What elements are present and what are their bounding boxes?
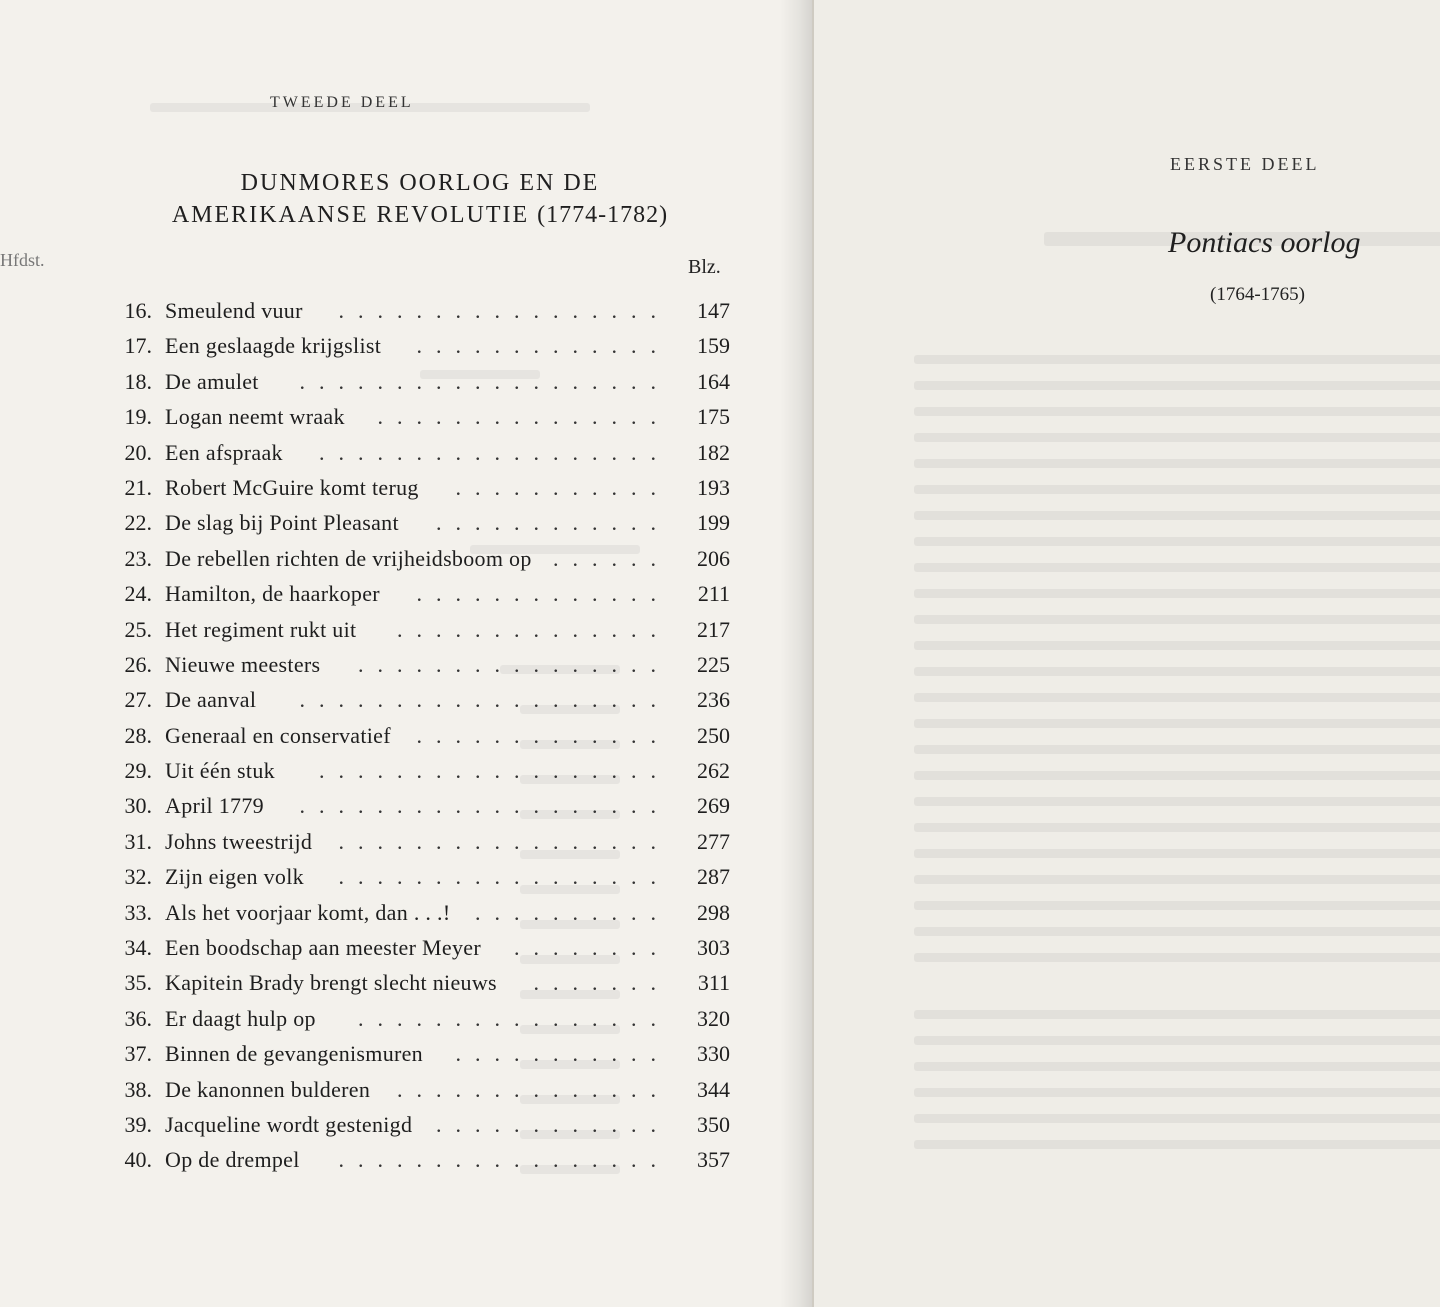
toc-leader-dots: ................... bbox=[299, 368, 670, 394]
right-page bbox=[814, 0, 1440, 1307]
toc-page-number: 217 bbox=[697, 616, 730, 642]
toc-page-number: 311 bbox=[697, 970, 730, 996]
book-fold-shadow bbox=[780, 0, 812, 1307]
toc-leader-dots: ................ bbox=[358, 651, 670, 677]
toc-chapter-title: De rebellen richten de vrijheidsboom op bbox=[165, 545, 532, 571]
toc-leader-dots: ............. bbox=[416, 333, 670, 359]
chapter-column-label: Hfdst. bbox=[0, 250, 45, 270]
toc-page-number: 182 bbox=[697, 439, 730, 465]
toc-page-number: 357 bbox=[697, 1147, 730, 1173]
toc-row bbox=[110, 333, 730, 368]
toc-page-number: 164 bbox=[697, 368, 730, 394]
toc-chapter-number: 21. bbox=[124, 474, 152, 500]
toc-leader-dots: .................. bbox=[319, 758, 670, 784]
toc-row bbox=[110, 723, 730, 758]
toc-row bbox=[110, 1147, 730, 1182]
toc-chapter-title: Als het voorjaar komt, dan . . .! bbox=[165, 899, 451, 925]
toc-page-number: 206 bbox=[697, 545, 730, 571]
toc-chapter-title: Kapitein Brady brengt slecht nieuws bbox=[165, 970, 497, 996]
toc-leader-dots: .............. bbox=[397, 616, 670, 642]
toc-chapter-title: Nieuwe meesters bbox=[165, 651, 321, 677]
toc-chapter-number: 27. bbox=[124, 687, 152, 713]
toc-chapter-number: 35. bbox=[124, 970, 152, 996]
toc-leader-dots: ............. bbox=[416, 581, 670, 607]
toc-chapter-title: Het regiment rukt uit bbox=[165, 616, 357, 642]
toc-chapter-title: Een geslaagde krijgslist bbox=[165, 333, 382, 359]
toc-page-number: 330 bbox=[697, 1041, 730, 1067]
toc-leader-dots: ........ bbox=[514, 935, 670, 961]
toc-page-number: 320 bbox=[697, 1005, 730, 1031]
toc-row bbox=[110, 970, 730, 1005]
toc-chapter-title: Zijn eigen volk bbox=[165, 864, 304, 890]
toc-chapter-title: De amulet bbox=[165, 368, 259, 394]
toc-page-number: 236 bbox=[697, 687, 730, 713]
toc-leader-dots: ............ bbox=[436, 510, 670, 536]
toc-chapter-number: 34. bbox=[124, 935, 152, 961]
toc-leader-dots: ................. bbox=[338, 864, 670, 890]
toc-row bbox=[110, 829, 730, 864]
toc-leader-dots: ................. bbox=[338, 1147, 670, 1173]
toc-chapter-number: 17. bbox=[124, 333, 152, 359]
toc-page-number: 175 bbox=[697, 404, 730, 430]
toc-page-number: 199 bbox=[697, 510, 730, 536]
toc-chapter-number: 39. bbox=[124, 1111, 152, 1137]
toc-page-number: 211 bbox=[697, 581, 730, 607]
toc-chapter-title: Smeulend vuur bbox=[165, 298, 303, 323]
toc-page-number: 350 bbox=[697, 1111, 730, 1137]
toc-chapter-title: Jacqueline wordt gestenigd bbox=[165, 1111, 413, 1137]
toc-chapter-number: 38. bbox=[124, 1076, 152, 1102]
toc-chapter-number: 16. bbox=[124, 298, 152, 323]
toc-chapter-title: De aanval bbox=[165, 687, 257, 713]
toc-chapter-title: Generaal en conservatief bbox=[165, 722, 391, 748]
toc-page-number: 225 bbox=[697, 651, 730, 677]
toc-leader-dots: ............ bbox=[436, 1111, 670, 1137]
toc-chapter-number: 29. bbox=[124, 758, 152, 784]
toc-chapter-title: Een afspraak bbox=[165, 439, 283, 465]
toc-chapter-number: 40. bbox=[124, 1147, 152, 1173]
toc-leader-dots: .............. bbox=[397, 1076, 670, 1102]
toc-row bbox=[110, 546, 730, 581]
toc-chapter-title: De slag bij Point Pleasant bbox=[165, 510, 399, 536]
toc-chapter-number: 19. bbox=[124, 404, 152, 430]
toc-row bbox=[110, 581, 730, 616]
toc-chapter-number: 23. bbox=[124, 545, 152, 571]
toc-leader-dots: ................ bbox=[358, 1005, 670, 1031]
toc-page-number: 277 bbox=[697, 828, 730, 854]
toc-chapter-title: Hamilton, de haarkoper bbox=[165, 581, 380, 607]
toc-page-number: 159 bbox=[697, 333, 730, 359]
toc-chapter-title: April 1779 bbox=[165, 793, 264, 819]
toc-chapter-title: Uit één stuk bbox=[165, 758, 275, 784]
toc-row bbox=[110, 510, 730, 545]
toc-chapter-number: 37. bbox=[124, 1041, 152, 1067]
toc-row bbox=[110, 369, 730, 404]
toc-chapter-title: Er daagt hulp op bbox=[165, 1005, 316, 1031]
toc-page-number: 344 bbox=[697, 1076, 730, 1102]
toc-row bbox=[110, 1112, 730, 1147]
toc-page-number: 287 bbox=[697, 864, 730, 890]
toc-leader-dots: ........... bbox=[455, 1041, 670, 1067]
toc-chapter-title: Een boodschap aan meester Meyer bbox=[165, 935, 481, 961]
toc-leader-dots: ............. bbox=[416, 722, 670, 748]
toc-row bbox=[110, 652, 730, 687]
toc-leader-dots: ....... bbox=[533, 970, 670, 996]
section-label: TWEEDE DEEL bbox=[270, 94, 414, 111]
toc-row bbox=[110, 475, 730, 510]
toc-leader-dots: ................... bbox=[299, 793, 670, 819]
toc-chapter-number: 25. bbox=[124, 616, 152, 642]
toc-chapter-number: 36. bbox=[124, 1005, 152, 1031]
part-title-years: (1774-1782) bbox=[537, 202, 669, 228]
part-title bbox=[110, 167, 730, 231]
toc-chapter-number: 32. bbox=[124, 864, 152, 890]
toc-row bbox=[110, 793, 730, 828]
part-title-line1: DUNMORES OORLOG EN DE bbox=[240, 170, 600, 196]
toc-chapter-number: 18. bbox=[124, 368, 152, 394]
toc-leader-dots: ................. bbox=[338, 298, 670, 323]
toc-chapter-title: Op de drempel bbox=[165, 1147, 300, 1173]
toc-row bbox=[110, 440, 730, 475]
right-section-label: EERSTE DEEL bbox=[1170, 154, 1320, 174]
toc-row bbox=[110, 935, 730, 970]
right-part-title: Pontiacs oorlog bbox=[1168, 226, 1361, 259]
toc-leader-dots: ................... bbox=[299, 687, 670, 713]
toc-chapter-title: Johns tweestrijd bbox=[165, 828, 313, 854]
toc-chapter-title: De kanonnen bulderen bbox=[165, 1076, 371, 1102]
toc-row bbox=[110, 1041, 730, 1076]
right-part-years: (1764-1765) bbox=[1210, 284, 1305, 305]
part-title-line2: AMERIKAANSE REVOLUTIE bbox=[171, 202, 530, 228]
table-of-contents bbox=[110, 298, 730, 1183]
toc-page-number: 298 bbox=[697, 899, 730, 925]
toc-leader-dots: ................. bbox=[338, 828, 670, 854]
toc-row bbox=[110, 758, 730, 793]
toc-row bbox=[110, 1077, 730, 1112]
toc-chapter-title: Logan neemt wraak bbox=[165, 404, 345, 430]
toc-chapter-number: 26. bbox=[124, 651, 152, 677]
toc-chapter-number: 22. bbox=[124, 510, 152, 536]
toc-leader-dots: ........... bbox=[455, 474, 670, 500]
toc-row bbox=[110, 687, 730, 722]
toc-chapter-number: 31. bbox=[124, 828, 152, 854]
toc-chapter-number: 33. bbox=[124, 899, 152, 925]
toc-row bbox=[110, 864, 730, 899]
toc-page-number: 193 bbox=[697, 474, 730, 500]
toc-chapter-number: 30. bbox=[124, 793, 152, 819]
page-column-label: Blz. bbox=[688, 256, 721, 278]
toc-page-number: 262 bbox=[697, 758, 730, 784]
show-through-text bbox=[814, 0, 1440, 1307]
toc-chapter-title: Binnen de gevangenismuren bbox=[165, 1041, 423, 1067]
toc-leader-dots: .................. bbox=[319, 439, 670, 465]
toc-chapter-number: 28. bbox=[124, 722, 152, 748]
toc-row bbox=[110, 1006, 730, 1041]
toc-row bbox=[110, 900, 730, 935]
toc-leader-dots: ............... bbox=[377, 404, 670, 430]
toc-chapter-number: 20. bbox=[124, 439, 152, 465]
toc-page-number: 250 bbox=[697, 722, 730, 748]
toc-chapter-number: 24. bbox=[124, 581, 152, 607]
toc-leader-dots: ...... bbox=[553, 545, 670, 571]
toc-row bbox=[110, 617, 730, 652]
toc-leader-dots: .......... bbox=[475, 899, 670, 925]
toc-row bbox=[110, 404, 730, 439]
toc-page-number: 303 bbox=[697, 935, 730, 961]
toc-page-number: 147 bbox=[697, 298, 730, 323]
toc-row bbox=[110, 298, 730, 333]
toc-chapter-title: Robert McGuire komt terug bbox=[165, 474, 419, 500]
toc-page-number: 269 bbox=[697, 793, 730, 819]
